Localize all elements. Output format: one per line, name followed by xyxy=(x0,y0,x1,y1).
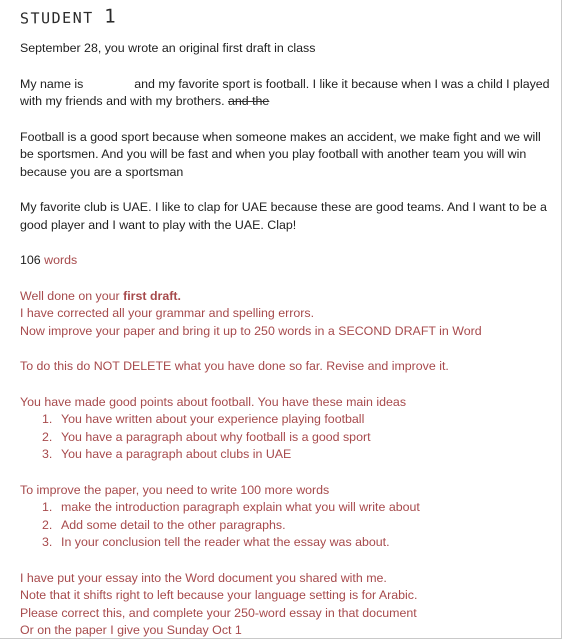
redacted-name xyxy=(87,77,131,90)
do-not-delete-line: To do this do NOT DELETE what you have done so far. Revise and improve it. xyxy=(20,359,449,373)
list-number: 1. xyxy=(42,412,53,426)
list-number: 2. xyxy=(42,517,53,532)
list-item xyxy=(20,534,555,552)
essay-p1-start: My name is xyxy=(20,76,84,91)
list-number: 3. xyxy=(42,447,53,461)
improve-line: Now improve your paper and bring it up to 250 words in a SECOND DRAFT in Word xyxy=(20,323,482,338)
list-item xyxy=(20,411,555,429)
word-count xyxy=(20,252,555,270)
list-number: 1. xyxy=(42,500,53,514)
closing-line-1: I have put your essay into the Word document you shared with me. xyxy=(20,570,387,585)
essay-paragraph-3: My favorite club is UAE. I like to clap for UAE because these are good teams. And I want to be a good player and I want to play with the UAE. Clap! xyxy=(20,200,547,232)
list-item xyxy=(20,429,555,447)
list-text: make the introduction paragraph explain what you will write about xyxy=(61,500,420,514)
document-body xyxy=(20,40,555,640)
closing-line-4: Or on the paper I give you Sunday Oct 1 xyxy=(20,623,242,637)
well-done-prefix: Well done on your xyxy=(20,288,120,303)
student-label-number: 1 xyxy=(104,5,116,28)
to-improve-line: To improve the paper, you need to write 100 more words xyxy=(20,482,330,497)
student-label-word: STUDENT xyxy=(19,8,94,28)
list-number: 3. xyxy=(42,535,53,549)
list-text: In your conclusion tell the reader what the essay was about. xyxy=(61,535,390,549)
list-item xyxy=(20,517,555,535)
struck-text: and the xyxy=(227,94,270,108)
list-text: You have written about your experience playing football xyxy=(61,412,365,426)
intro-line: September 28, you wrote an original first draft in class xyxy=(20,41,316,55)
list-item xyxy=(20,446,555,464)
essay-paragraph-1 xyxy=(20,76,555,111)
corrected-line: I have corrected all your grammar and spelling errors. xyxy=(20,306,315,320)
essay-paragraph-2: Football is a good sport because when someone makes an accident, we make fight and we will be sportsmen. And you will be fast and when you play football with another team you will win because you are a sportsman xyxy=(20,129,541,179)
list-text: You have a paragraph about why football is a good sport xyxy=(61,429,371,444)
main-ideas-list xyxy=(20,411,555,464)
closing-line-3: Please correct this, and complete your 250-word essay in that document xyxy=(20,605,417,620)
list-text: You have a paragraph about clubs in UAE xyxy=(61,447,292,461)
improvements-list xyxy=(20,499,555,552)
word-count-number: 106 xyxy=(20,253,41,267)
good-points-line: You have made good points about football. You have these main ideas xyxy=(20,394,407,409)
handwritten-student-label xyxy=(19,5,116,28)
list-item xyxy=(20,499,555,517)
essay-p1-rest: and my favorite sport is football. I like it because when I was a child I played with my friends and with my brothers. xyxy=(20,76,550,108)
well-done-line xyxy=(20,288,555,306)
first-draft-bold: first draft. xyxy=(123,288,181,303)
closing-line-2: Note that it shifts right to left because your language setting is for Arabic. xyxy=(20,588,418,602)
list-text: Add some detail to the other paragraphs. xyxy=(61,517,286,532)
list-number: 2. xyxy=(42,429,53,444)
word-count-label: words xyxy=(44,253,78,267)
